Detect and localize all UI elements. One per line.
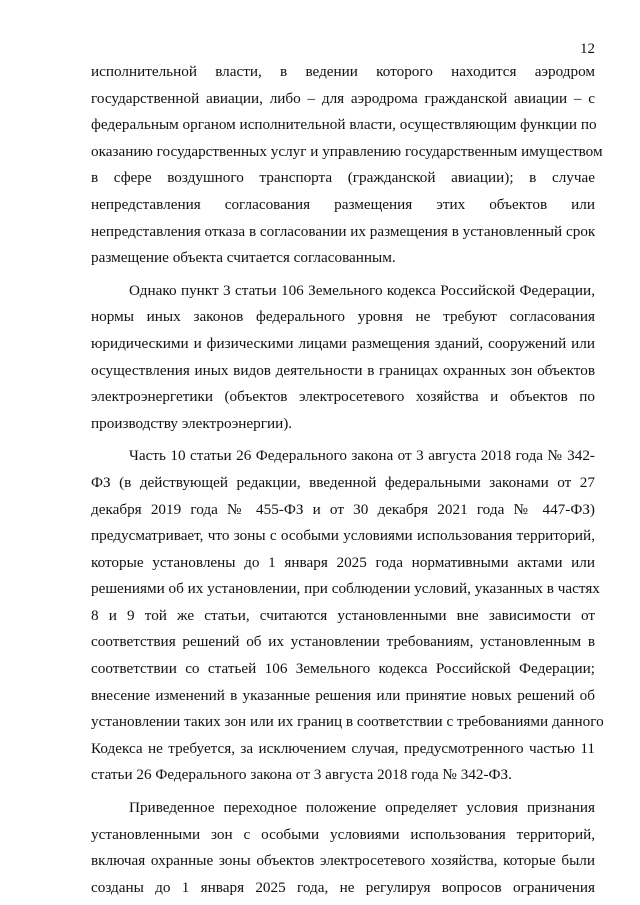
text-line: соответствии со статьей 106 Земельного кодекса Российской Федерации; bbox=[91, 660, 595, 678]
text-line: статьи 26 Федерального закона от 3 августа 2018 года № 342-ФЗ. bbox=[91, 766, 512, 784]
text-line: непредставления отказа в согласовании их размещения в установленный срок bbox=[91, 222, 596, 240]
text-line: осуществления иных видов деятельности в границах охранных зон объектов bbox=[91, 361, 595, 379]
text-line: установлении таких зон или их границ в соответствии с требованиями данного bbox=[91, 713, 604, 731]
text-line: Кодекса не требуется, за исключением случая, предусмотренного частью 11 bbox=[91, 739, 595, 757]
text-line: решениями об их установлении, при соблюдении условий, указанных в частях bbox=[91, 580, 600, 598]
text-line: декабря 2019 года № 455-ФЗ и от 30 декабря 2021 года № 447-ФЗ) bbox=[91, 500, 595, 518]
text-line: которые установлены до 1 января 2025 года нормативными актами или bbox=[91, 553, 595, 571]
text-line: внесение изменений в указанные решения или принятие новых решений об bbox=[91, 686, 595, 704]
text-line: ФЗ (в действующей редакции, введенной федеральными законами от 27 bbox=[91, 473, 595, 491]
document-body bbox=[91, 59, 604, 901]
text-line: установленными зон с особыми условиями использования территорий, bbox=[91, 825, 595, 843]
text-line: нормы иных законов федерального уровня не требуют согласования bbox=[91, 308, 595, 326]
paragraph bbox=[91, 795, 595, 901]
text-line: юридическими и физическими лицами размещения зданий, сооружений или bbox=[91, 334, 595, 352]
text-line: Приведенное переходное положение определяет условия признания bbox=[129, 799, 595, 817]
text-line: Однако пункт 3 статьи 106 Земельного кодекса Российской Федерации, bbox=[129, 281, 595, 299]
text-line: предусматривает, что зоны с особыми условиями использования территорий, bbox=[91, 527, 595, 545]
text-line: производству электроэнергии). bbox=[91, 414, 293, 432]
text-line: 8 и 9 той же статьи, считаются установленными вне зависимости от bbox=[91, 606, 595, 624]
text-line: Часть 10 статьи 26 Федерального закона от 3 августа 2018 года № 342- bbox=[129, 447, 595, 465]
text-line: размещение объекта считается согласованным. bbox=[91, 249, 396, 267]
text-line: федеральным органом исполнительной власти, осуществляющим функции по bbox=[91, 116, 597, 134]
text-line: электроэнергетики (объектов электросетевого хозяйства и объектов по bbox=[91, 388, 595, 406]
text-line: оказанию государственных услуг и управлению государственным имуществом bbox=[91, 142, 603, 160]
text-line: включая охранные зоны объектов электросетевого хозяйства, которые были bbox=[91, 852, 595, 870]
paragraph bbox=[91, 59, 603, 272]
page-number: 12 bbox=[580, 41, 595, 57]
paragraph bbox=[91, 443, 604, 789]
paragraph bbox=[91, 278, 595, 438]
text-line: в сфере воздушного транспорта (гражданской авиации); в случае bbox=[91, 169, 595, 187]
text-line: исполнительной власти, в ведении которого находится аэродром bbox=[91, 63, 595, 80]
text-line: непредставления согласования размещения этих объектов или bbox=[91, 195, 595, 213]
text-line: государственной авиации, либо – для аэродрома гражданской авиации – с bbox=[91, 89, 595, 107]
text-line: соответствия решений об их установлении требованиям, установленным в bbox=[91, 633, 595, 651]
text-line: созданы до 1 января 2025 года, не регулируя вопросов ограничения bbox=[91, 878, 595, 896]
